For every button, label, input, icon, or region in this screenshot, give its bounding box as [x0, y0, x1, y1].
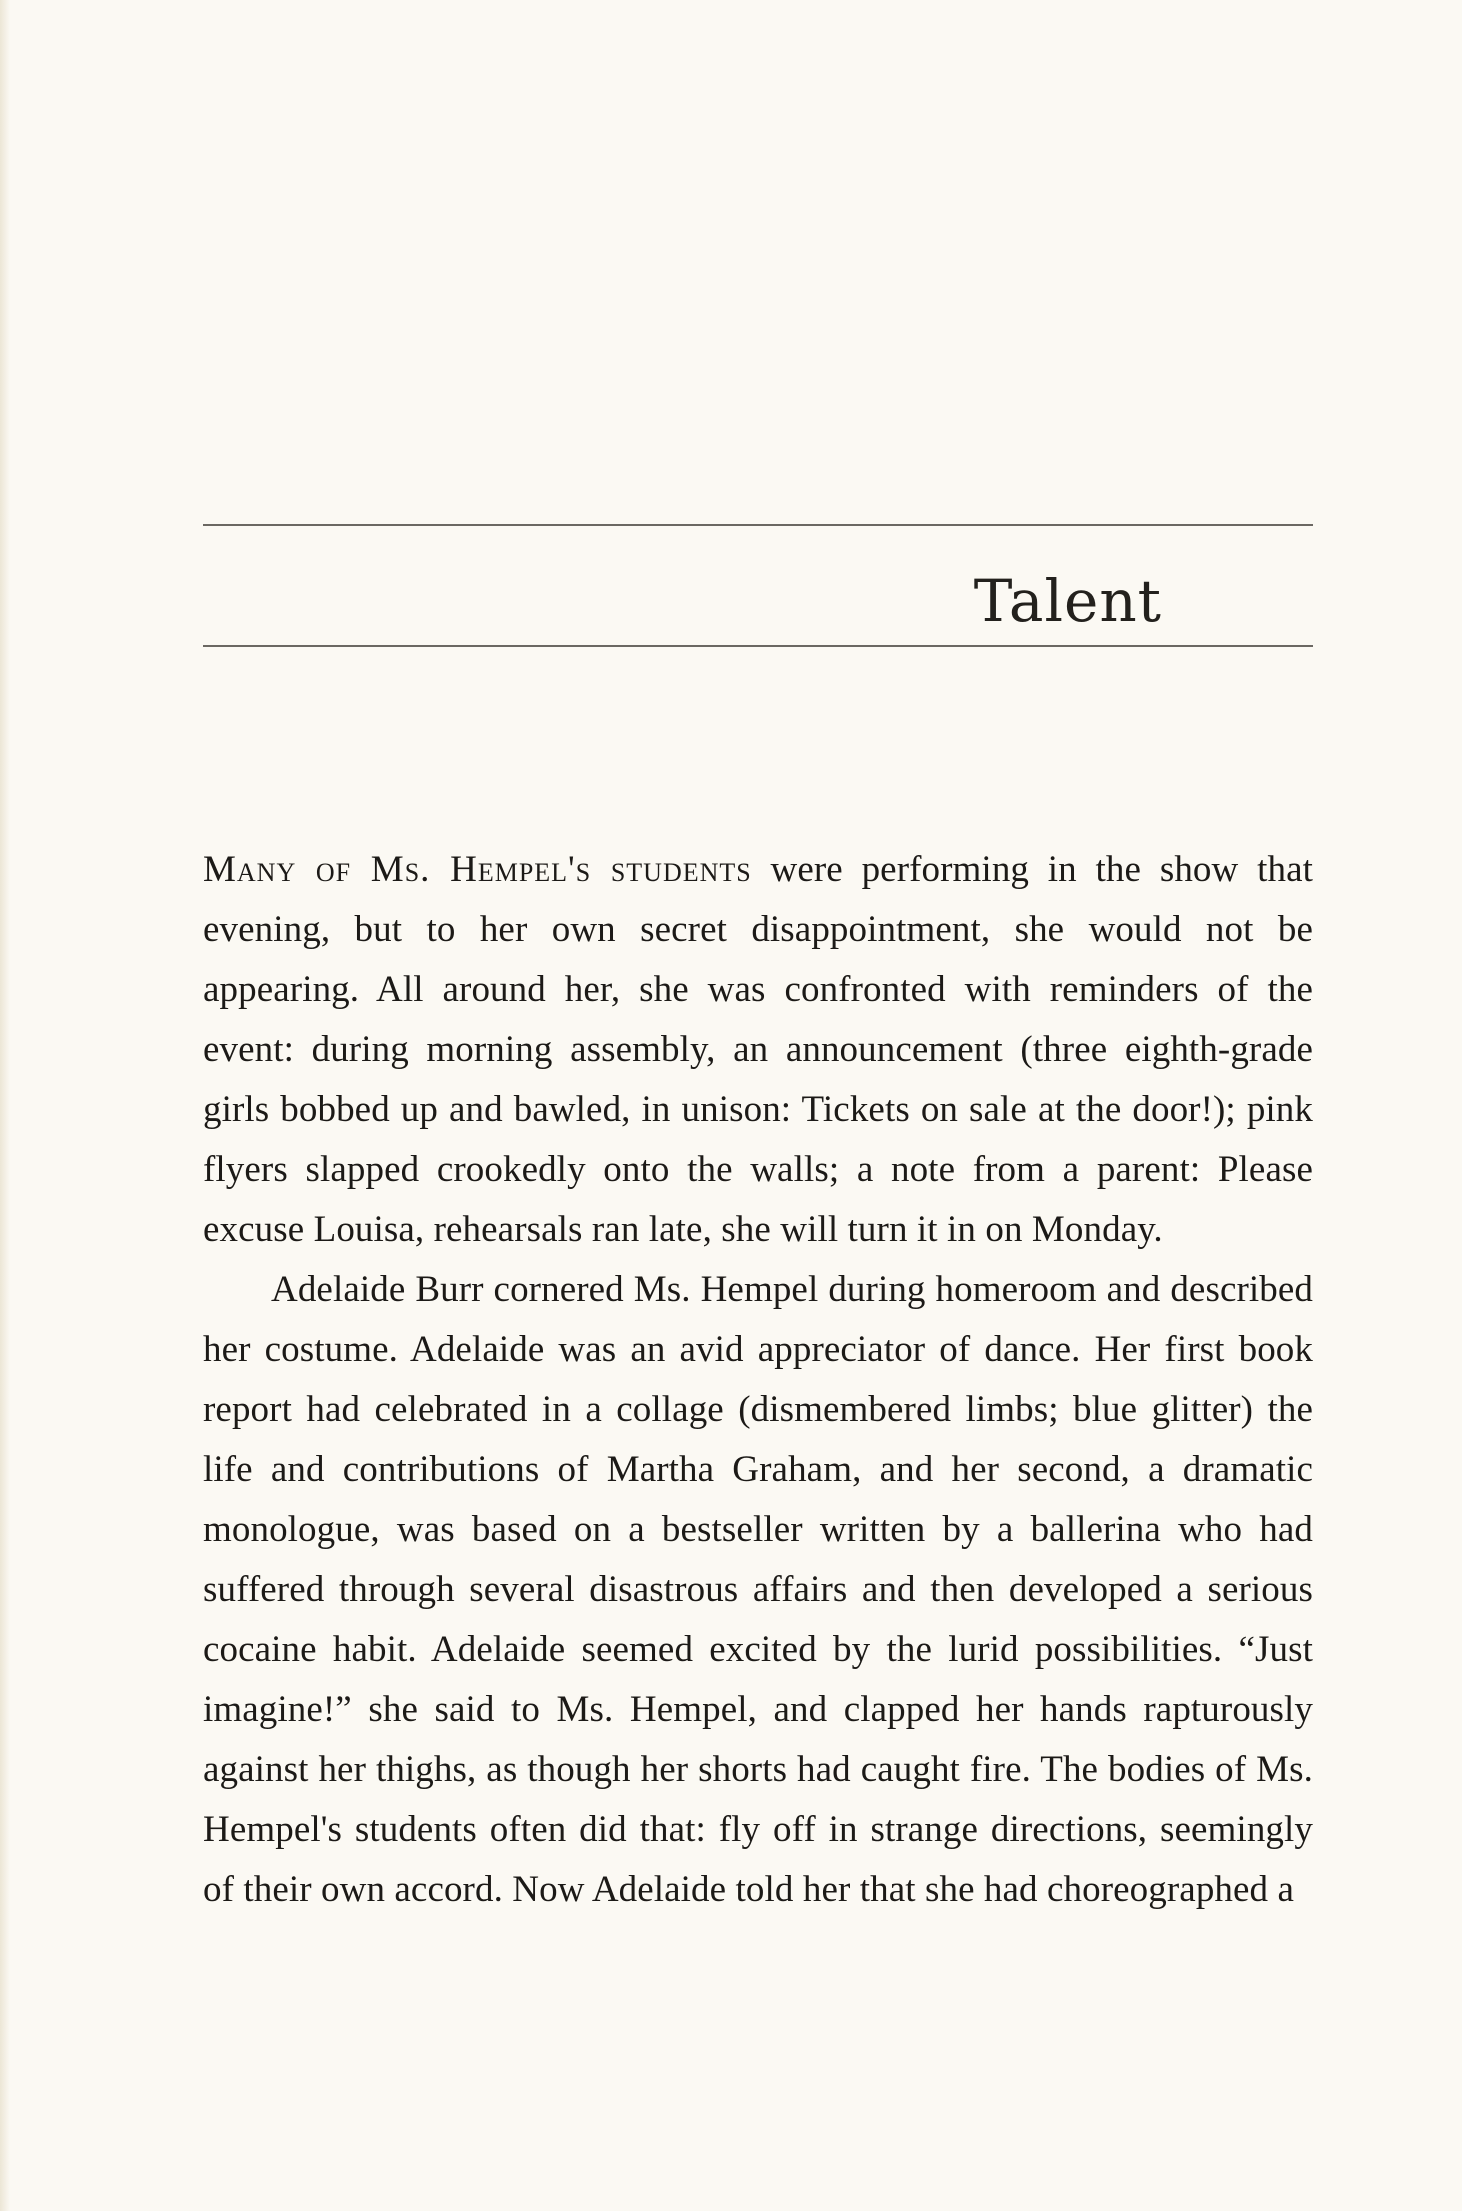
- paragraph-2: Adelaide Burr cornered Ms. Hempel during homeroom and described her costume. Adelaide was an avid appreciator of dance. Her first book report had celebrated in a collage (dismembered limbs; blue glitter) the life and contributions of Martha Graham, and her second, a dramatic monologue, was based on a bestseller written by a ballerina who had suffered through several disastrous affairs and then developed a serious cocaine habit. Adelaide seemed excited by the lurid possibilities. “Just imagine!” she said to Ms. Hempel, and clapped her hands rapturously against her thighs, as though her shorts had caught fire. The bodies of Ms. Hempel's students often did that: fly off in strange directions, seemingly of their own accord. Now Adelaide told her that she had choreographed a: [203, 1269, 1313, 1910]
- chapter-rule-bottom: [203, 645, 1313, 647]
- chapter-rule-top: [203, 524, 1313, 526]
- paragraph-1-text: were performing in the show that evening, but to her own secret disappointment, she would not be appearing. All around her, she was confronted with reminders of the event: during morning assembly, an announcement (three eighth-grade girls bobbed up and bawled, in unison: Tickets on sale at the door!); pink flyers slapped crookedly onto the walls; a note from a parent: Please excuse Louisa, rehearsals ran late, she will turn it in on Monday.: [203, 849, 1313, 1250]
- paragraph-lead-in: Many of Ms. Hempel's students: [203, 849, 752, 890]
- chapter-title: Talent: [966, 572, 1170, 636]
- page-edge-shadow: [0, 0, 10, 2211]
- chapter-body: [203, 840, 1313, 1920]
- paragraph-1: [203, 840, 1313, 1260]
